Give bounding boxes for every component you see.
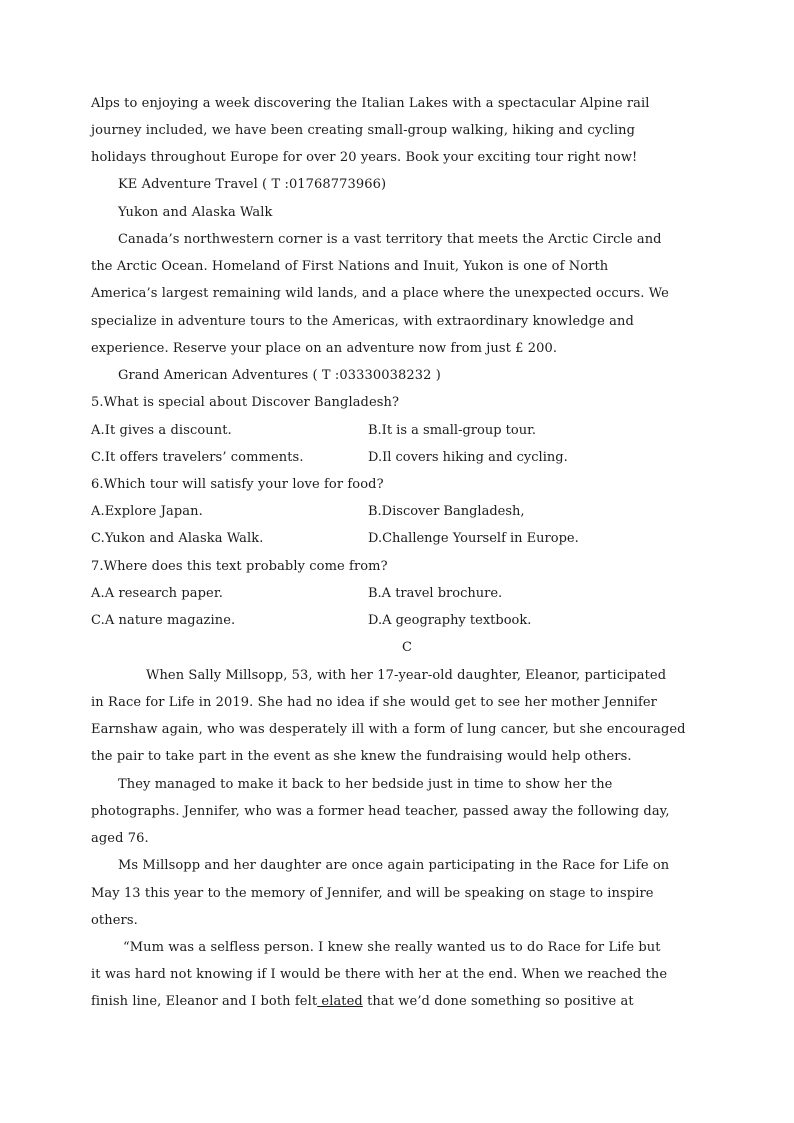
tour-title: Yukon and Alaska Walk xyxy=(118,205,273,220)
option-a[interactable]: A.Explore Japan. xyxy=(91,504,203,519)
paragraph-line: When Sally Millsopp, 53, with her 17-year-old daughter, Eleanor, participated xyxy=(146,668,667,683)
paragraph-line: “Mum was a selfless person. I knew she really wanted us to do Race for Life but xyxy=(123,940,661,955)
question-stem: 5.What is special about Discover Bangladesh? xyxy=(91,395,400,410)
paragraph-line: America’s largest remaining wild lands, and a place where the unexpected occurs. We xyxy=(91,286,669,301)
paragraph-line xyxy=(91,994,634,1010)
paragraph-line: specialize in adventure tours to the Americas, with extraordinary knowledge and xyxy=(91,314,634,329)
paragraph-line: Ms Millsopp and her daughter are once again participating in the Race for Life on xyxy=(118,858,670,873)
paragraph-line: it was hard not knowing if I would be there with her at the end. When we reached the xyxy=(91,967,668,982)
option-c[interactable]: C.It offers travelers’ comments. xyxy=(91,450,304,465)
paragraph-line: Earnshaw again, who was desperately ill with a form of lung cancer, but she encouraged xyxy=(91,722,686,737)
company-contact: KE Adventure Travel ( T :01768773966) xyxy=(118,177,387,192)
paragraph-line: May 13 this year to the memory of Jennifer, and will be speaking on stage to inspire xyxy=(91,886,654,901)
option-c[interactable]: C.Yukon and Alaska Walk. xyxy=(91,531,264,546)
option-a[interactable]: A.It gives a discount. xyxy=(91,423,232,438)
option-b[interactable]: B.Discover Bangladesh, xyxy=(368,504,525,519)
paragraph-line: photographs. Jennifer, who was a former head teacher, passed away the following day, xyxy=(91,804,670,819)
option-b[interactable]: B.It is a small-group tour. xyxy=(368,423,537,438)
paragraph-line: journey included, we have been creating small-group walking, hiking and cycling xyxy=(91,123,635,138)
paragraph-line: Canada’s northwestern corner is a vast territory that meets the Arctic Circle and xyxy=(118,232,662,247)
section-heading: C xyxy=(401,640,413,655)
option-a[interactable]: A.A research paper. xyxy=(91,586,223,601)
paragraph-line: They managed to make it back to her bedside just in time to show her the xyxy=(118,777,613,792)
company-contact: Grand American Adventures ( T :03330038232 ) xyxy=(118,368,441,383)
option-d[interactable]: D.Challenge Yourself in Europe. xyxy=(368,531,579,546)
option-b[interactable]: B.A travel brochure. xyxy=(368,586,503,601)
paragraph-line: others. xyxy=(91,913,138,928)
paragraph-line: Alps to enjoying a week discovering the Italian Lakes with a spectacular Alpine rail xyxy=(91,96,650,111)
paragraph-line: in Race for Life in 2019. She had no idea if she would get to see her mother Jennifer xyxy=(91,695,657,710)
option-c[interactable]: C.A nature magazine. xyxy=(91,613,236,628)
paragraph-line: holidays throughout Europe for over 20 years. Book your exciting tour right now! xyxy=(91,150,638,165)
question-stem: 6.Which tour will satisfy your love for food? xyxy=(91,477,384,492)
question-stem: 7.Where does this text probably come from? xyxy=(91,559,388,574)
paragraph-line: the Arctic Ocean. Homeland of First Nations and Inuit, Yukon is one of North xyxy=(91,259,609,274)
option-d[interactable]: D.Il covers hiking and cycling. xyxy=(368,450,568,465)
underlined-word: elated xyxy=(317,994,363,1009)
paragraph-line: the pair to take part in the event as she knew the fundraising would help others. xyxy=(91,749,632,764)
text-after: that we’d done something so positive at xyxy=(362,994,634,1009)
paragraph-line: aged 76. xyxy=(91,831,149,846)
paragraph-line: experience. Reserve your place on an adventure now from just £ 200. xyxy=(91,341,558,356)
option-d[interactable]: D.A geography textbook. xyxy=(368,613,532,628)
text-before: finish line, Eleanor and I both felt xyxy=(91,994,318,1009)
